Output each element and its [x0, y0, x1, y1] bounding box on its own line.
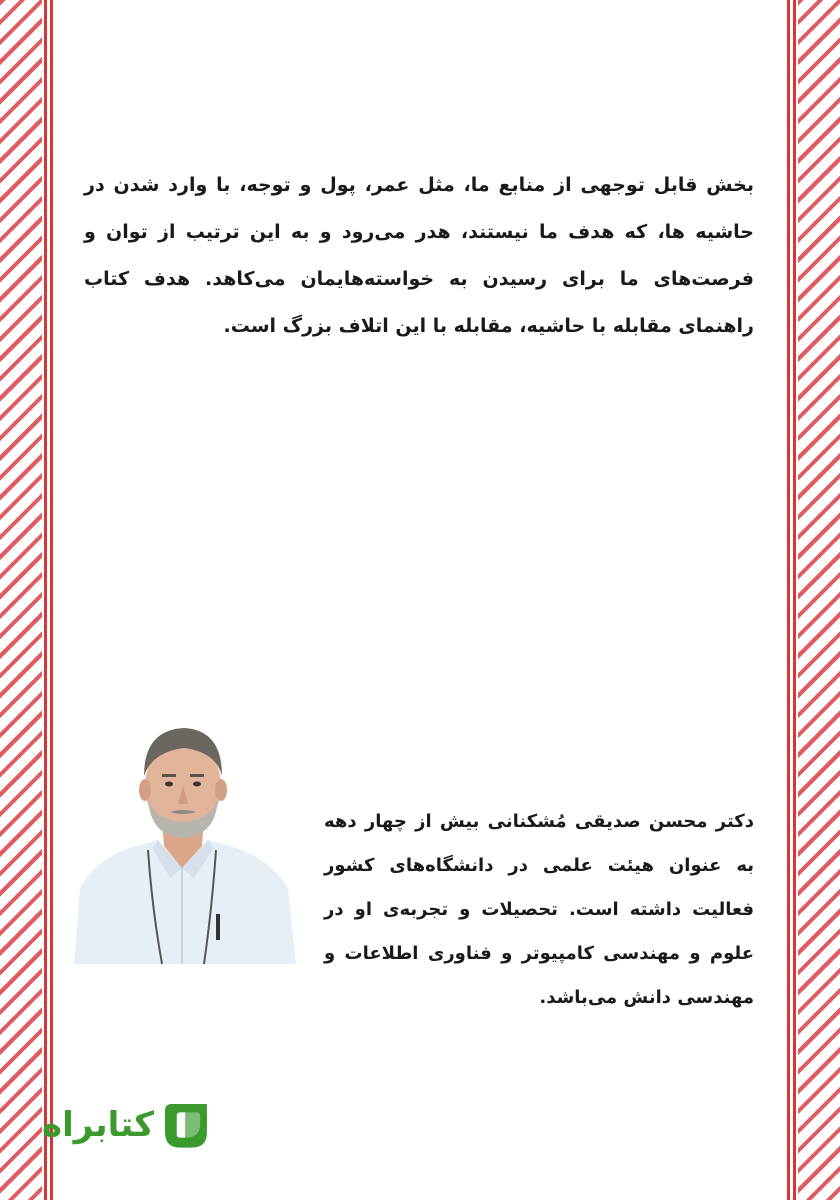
- intro-paragraph: بخش قابل توجهی از منابع ما، مثل عمر، پول و توجه، با وارد شدن در حاشیه ها، که هدف ما نیستند، هدر می‌رود و به این ترتیب از توان و فرصت‌های ما برای رسیدن به خواسته‌هایمان می‌کاهد. هدف کتاب راهنمای مقابله با حاشیه، مقابله با این اتلاف بزرگ است.: [84, 174, 754, 337]
- left-striped-border: [0, 0, 42, 1200]
- left-border-line-inner: [50, 0, 53, 1200]
- book-leaf-icon: [160, 1094, 212, 1156]
- author-photo: [66, 718, 298, 964]
- right-border-line-inner: [787, 0, 790, 1200]
- right-striped-border: [798, 0, 840, 1200]
- left-border-line: [44, 0, 47, 1200]
- logo-text: کتابراه: [42, 1105, 155, 1145]
- ketabrah-logo[interactable]: [42, 1092, 212, 1158]
- author-bio: دکتر محسن صدیقی مُشکنانی بیش از چهار دهه به عنوان هیئت علمی در دانشگاه‌های کشور فعالیت داشته است. تحصیلات و تجربه‌ی او در علوم و مهندسی کامپیوتر و فناوری اطلاعات و مهندسی دانش می‌باشد.: [324, 811, 754, 1008]
- right-border-line: [793, 0, 796, 1200]
